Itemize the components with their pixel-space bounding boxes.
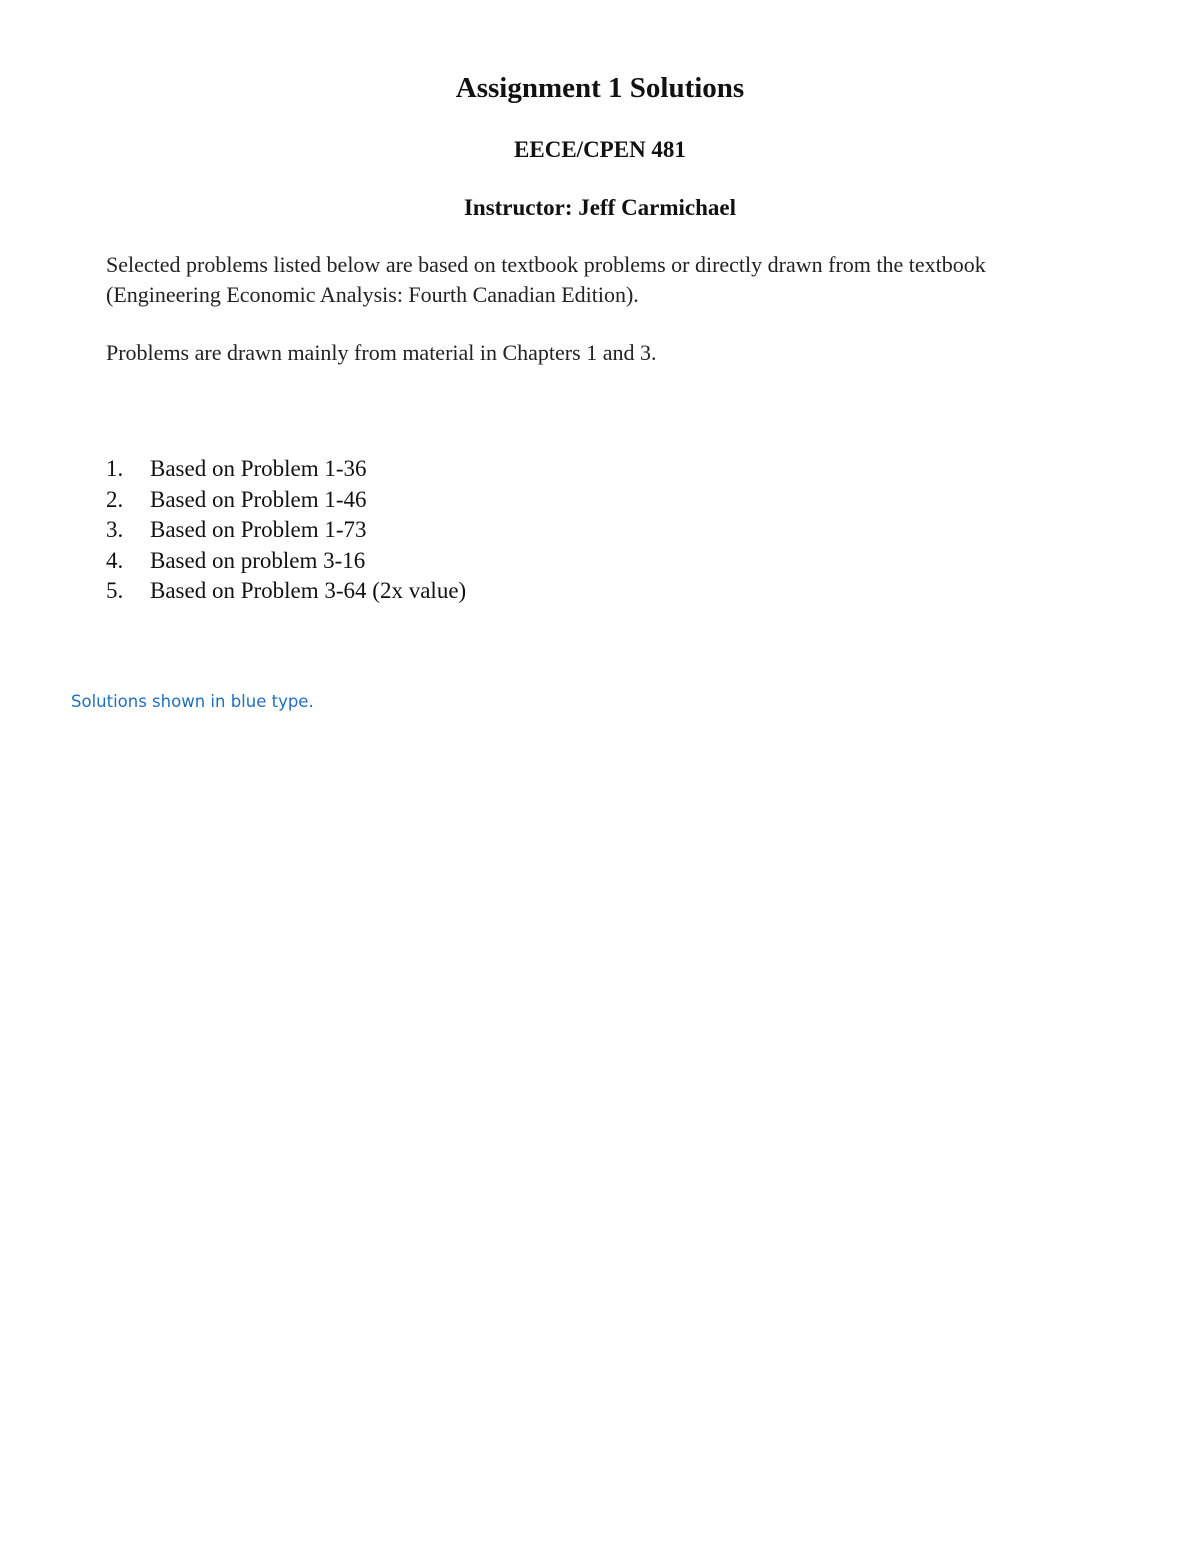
list-item-text: Based on Problem 1-36 <box>150 456 367 481</box>
list-item <box>106 576 466 607</box>
document-title: Assignment 1 Solutions <box>455 72 745 104</box>
chapters-paragraph: Problems are drawn mainly from material in Chapters 1 and 3. <box>106 340 657 365</box>
list-item <box>106 546 466 577</box>
list-item-text: Based on Problem 1-73 <box>150 517 367 542</box>
list-item <box>106 515 466 546</box>
solutions-note: Solutions shown in blue type. <box>71 692 314 711</box>
list-item-text: Based on Problem 3-64 (2x value) <box>150 578 467 603</box>
instructor-name: Instructor: Jeff Carmichael <box>463 195 737 220</box>
problem-list <box>106 454 466 607</box>
list-item <box>106 454 466 485</box>
list-item-number: 3. <box>106 517 124 542</box>
intro-paragraph: Selected problems listed below are based on textbook problems or directly drawn from the textbook (Engineering Economic Analysis: Fourth Canadian Edition). <box>106 252 986 307</box>
list-item-number: 5. <box>106 578 124 603</box>
list-item-text: Based on Problem 1-46 <box>150 486 367 512</box>
course-code: EECE/CPEN 481 <box>514 137 686 162</box>
list-item-number: 4. <box>106 547 124 573</box>
list-item <box>106 485 466 516</box>
list-item-number: 1. <box>106 456 124 481</box>
list-item-number: 2. <box>106 486 124 512</box>
list-item-text: Based on problem 3-16 <box>150 547 366 573</box>
